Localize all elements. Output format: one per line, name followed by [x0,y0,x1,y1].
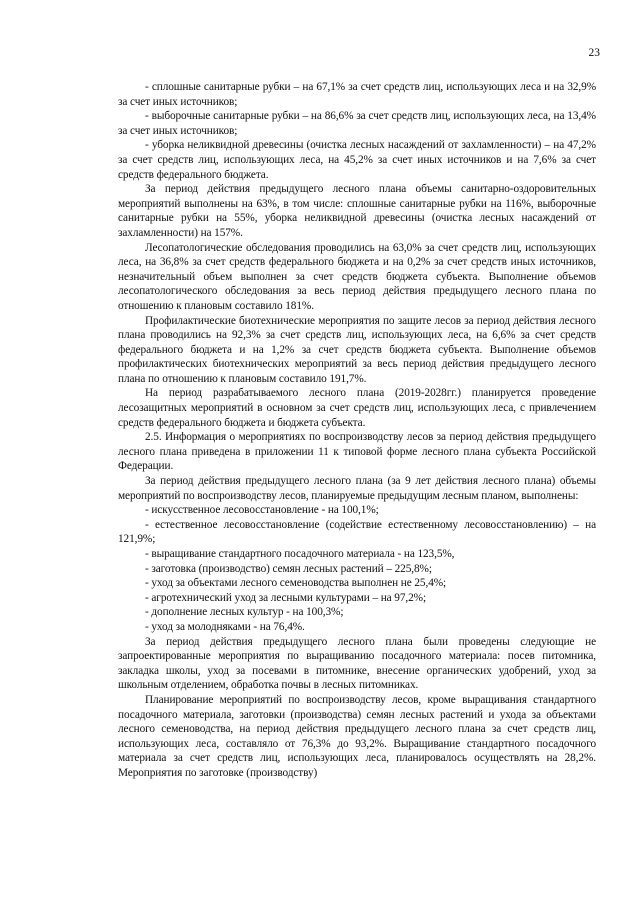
paragraph-sanitary-measures-summary: За период действия предыдущего лесного плана объемы санитарно-оздоровительных мероприятий выполнены на 63%, в том числе: сплошные санитарные рубки на 116%, выборочные санитарные рубки на 55%, уборка неликвидной древесины (очистка лесных насаждений от захламленности) на 157%. [118,183,596,239]
paragraph-reproduction-planning: Планирование мероприятий по воспроизводству лесов, кроме выращивания стандартного посадочного материала, заготовки (производства) семян лесных растений и ухода за объектами лесного семеноводства, на период действия предыдущего лесного плана за счет средств лиц, использующих леса, составляло от 76,3% до 93,2%. Выращивание стандартного посадочного материала за счет средств лиц, использующих леса, планировалось осуществлять на 28,2%. Мероприятия по заготовке (производству) [118,693,596,779]
document-body [118,80,596,781]
paragraph-planned-protection: На период разрабатываемого лесного плана (2019-2028гг.) планируется проведение лесозащитных мероприятий в основном за счет средств лиц, использующих леса, с привлечением средств федерального бюджета и бюджета субъекта. [118,387,596,429]
paragraph-unplanned-measures: За период действия предыдущего лесного плана были проведены следующие не запроектированные мероприятия по выращиванию посадочного материала: посев питомника, закладка школы, уход за посевами в питомнике, внесение органических удобрений, уход за школьным отделением, обработка почвы в лесных питомниках. [118,635,596,692]
list-item-culture-addition: - дополнение лесных культур - на 100,3%; [145,606,344,619]
paragraph-forest-pathology-surveys: Лесопатологические обследования проводились на 63,0% за счет средств лиц, использующих леса, на 36,8% за счет средств федерального бюджета и на 0,2% за счет средств иных источников, незначительный объем выполнен за счет средств бюджета субъекта. Выполнение объемов лесопатологического обследования за весь период действия предыдущего лесного плана по отношению к плановым составило 181%. [118,241,596,312]
list-item-seed-objects-care: - уход за объектами лесного семеноводства выполнен не 25,4%; [145,577,447,590]
paragraph-reproduction-intro: За период действия предыдущего лесного плана (за 9 лет действия лесного плана) объемы мероприятий по воспроизводству лесов, планируемые предыдущим лесным планом, выполнены: [118,475,596,502]
list-item-seed-harvesting: - заготовка (производство) семян лесных растений – 225,8%; [145,562,432,575]
paragraph-clear-cut-sanitary-felling: - сплошные санитарные рубки – на 67,1% за счет средств лиц, использующих леса и на 32,9% за счет иных источников; [118,81,596,108]
list-item-artificial-reforestation: - искусственное лесовосстановление - на 100,1%; [145,504,379,517]
paragraph-deadwood-cleanup: - уборка неликвидной древесины (очистка лесных насаждений от захламленности) – на 47,2% за счет средств лиц, использующих леса, на 45,2% за счет иных источников и на 7,6% за счет средств федерального бюджета. [118,139,596,181]
list-item-agrotechnical-care: - агротехнический уход за лесными культурами – на 97,2%; [145,591,427,604]
list-item-planting-material: - выращивание стандартного посадочного материала - на 123,5%, [145,548,455,560]
list-item-natural-reforestation: - естественное лесовосстановление (содействие естественному лесовосстановлению) – на 121,9%; [118,518,596,546]
paragraph-section-2-5: 2.5. Информация о мероприятиях по воспроизводству лесов за период действия предыдущего лесного плана приведена в приложении 11 к типовой форме лесного плана субъекта Российской Федерации. [118,431,596,473]
paragraph-biotechnical-measures: Профилактические биотехнические мероприятия по защите лесов за период действия лесного плана проводились на 92,3% за счет средств лиц, использующих леса, на 6,6% за счет средств федерального бюджета и на 1,2% за счет средств бюджета субъекта. Выполнение объемов профилактических биотехнических мероприятий за весь период действия предыдущего лесного плана по отношению к плановым составило 191,7%. [118,314,596,385]
paragraph-selective-sanitary-felling: - выборочные санитарные рубки – на 86,6% за счет средств лиц, использующих леса, на 13,4% за счет иных источников; [118,110,596,137]
list-item-young-stand-care: - уход за молодняками - на 76,4%. [145,620,305,633]
page-number: 23 [588,47,600,59]
